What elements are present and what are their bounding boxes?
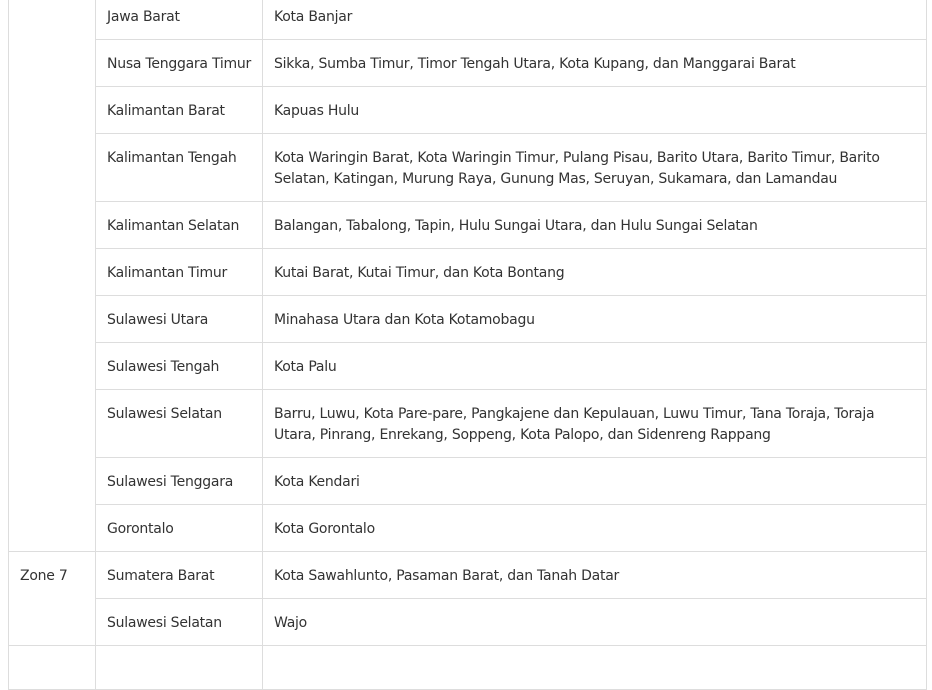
regions-cell: Balangan, Tabalong, Tapin, Hulu Sungai Utara, dan Hulu Sungai Selatan [263,202,927,249]
regions-cell: Kota Waringin Barat, Kota Waringin Timur, Pulang Pisau, Barito Utara, Barito Timur, Barito Selatan, Katingan, Murung Raya, Gunung Mas, Seruyan, Sukamara, dan Lamandau [263,134,927,202]
zone-table-container [8,0,926,690]
regions-cell: Kutai Barat, Kutai Timur, dan Kota Bontang [263,249,927,296]
zone-cell [9,0,96,552]
regions-cell: Kota Palu [263,343,927,390]
regions-cell: Wajo [263,599,927,646]
table-row [9,0,927,40]
zone-cell: Zone 7 [9,552,96,646]
table-row [9,599,927,646]
regions-cell: Kota Banjar [263,0,927,40]
regions-cell: Kota Sawahlunto, Pasaman Barat, dan Tanah Datar [263,552,927,599]
province-cell: Sulawesi Selatan [96,390,263,458]
table-row [9,552,927,599]
table-row [9,343,927,390]
province-cell: Nusa Tenggara Timur [96,40,263,87]
table-row [9,505,927,552]
table-row [9,202,927,249]
table-row [9,134,927,202]
province-cell: Jawa Barat [96,0,263,40]
zone-cell [9,646,96,690]
table-row [9,296,927,343]
table-row [9,249,927,296]
table-row [9,458,927,505]
regions-cell: Sikka, Sumba Timur, Timor Tengah Utara, Kota Kupang, dan Manggarai Barat [263,40,927,87]
regions-cell: Kota Kendari [263,458,927,505]
province-cell [96,646,263,690]
province-cell: Sumatera Barat [96,552,263,599]
province-cell: Sulawesi Tenggara [96,458,263,505]
regions-cell: Minahasa Utara dan Kota Kotamobagu [263,296,927,343]
province-cell: Kalimantan Tengah [96,134,263,202]
zone-region-table [8,0,927,690]
regions-cell: Kota Gorontalo [263,505,927,552]
province-cell: Sulawesi Utara [96,296,263,343]
province-cell: Sulawesi Tengah [96,343,263,390]
table-row [9,87,927,134]
province-cell: Sulawesi Selatan [96,599,263,646]
province-cell: Gorontalo [96,505,263,552]
province-cell: Kalimantan Barat [96,87,263,134]
province-cell: Kalimantan Timur [96,249,263,296]
table-row [9,40,927,87]
regions-cell: Barru, Luwu, Kota Pare-pare, Pangkajene dan Kepulauan, Luwu Timur, Tana Toraja, Toraja Utara, Pinrang, Enrekang, Soppeng, Kota Palopo, dan Sidenreng Rappang [263,390,927,458]
province-cell: Kalimantan Selatan [96,202,263,249]
regions-cell: Kapuas Hulu [263,87,927,134]
table-row [9,646,927,690]
regions-cell [263,646,927,690]
table-row [9,390,927,458]
